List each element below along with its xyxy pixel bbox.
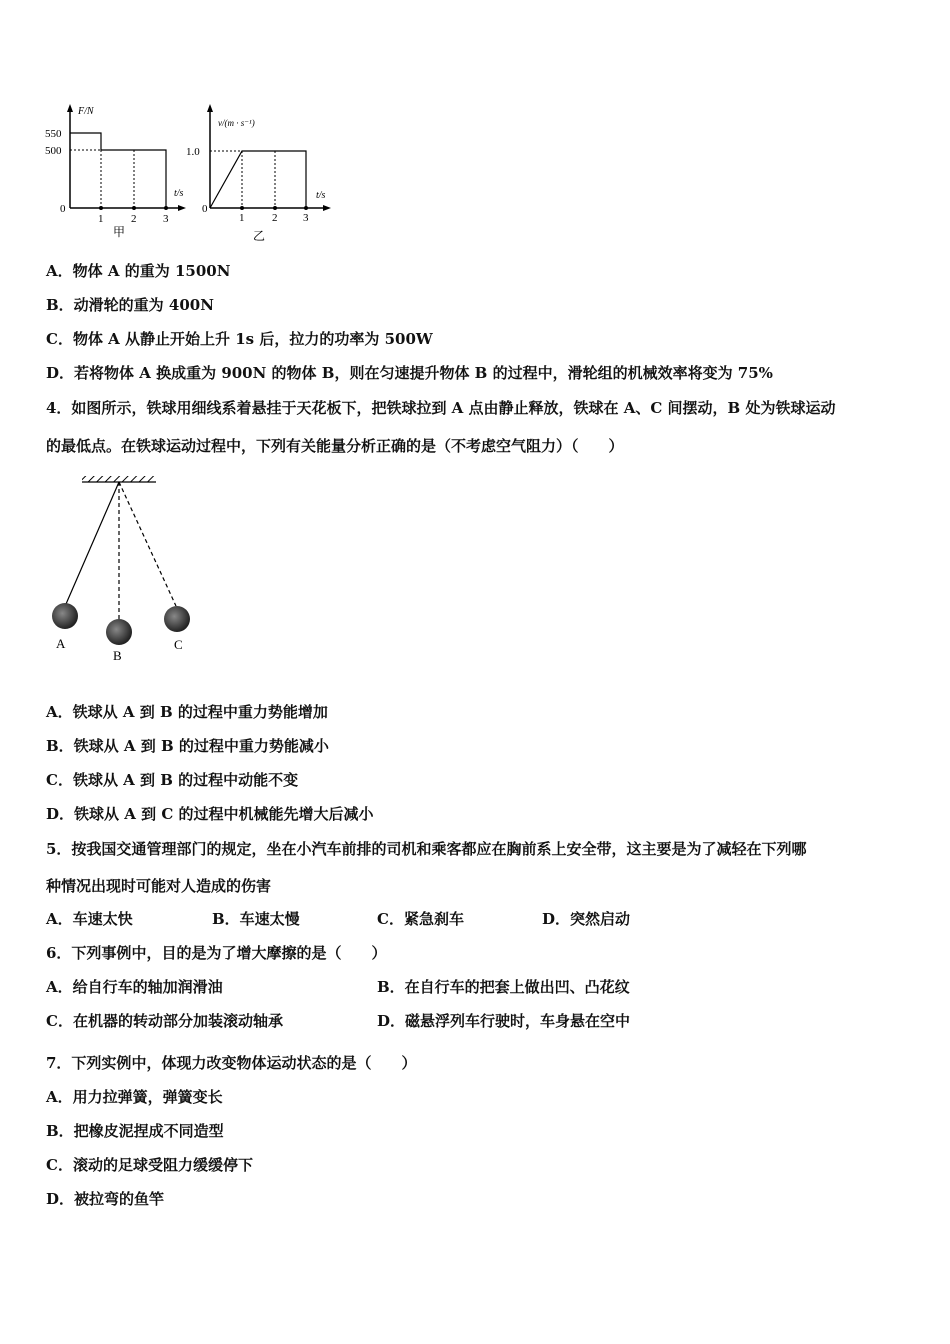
- q6-option-a: A．给自行车的轴加润滑油: [46, 978, 223, 996]
- q6-option-c: C．在机器的转动部分加装滚动轴承: [46, 1012, 283, 1030]
- ball-b: [106, 619, 132, 645]
- q5-option-a: A．车速太快: [46, 910, 133, 928]
- label-a: A: [56, 636, 66, 651]
- q6-option-b: B．在自行车的把套上做出凹、凸花纹: [377, 978, 630, 996]
- x-tick-3: 3: [163, 213, 169, 225]
- label-b: B: [113, 648, 122, 663]
- q4-stem-line2: 的最低点。在铁球运动过程中，下列有关能量分析正确的是（不考虑空气阻力）（ ）: [46, 437, 624, 455]
- q4-option-b: B．铁球从 A 到 B 的过程中重力势能减小: [46, 737, 329, 755]
- q7-option-d: D．被拉弯的鱼竿: [46, 1190, 165, 1208]
- graph-caption: 乙: [253, 229, 266, 243]
- q7-stem: 7．下列实例中，体现力改变物体运动状态的是（ ）: [46, 1054, 417, 1072]
- graph-caption: 甲: [113, 225, 126, 239]
- x-tick-3: 3: [303, 212, 309, 224]
- q6-stem: 6．下列事例中，目的是为了增大摩擦的是（ ）: [46, 944, 387, 962]
- q7-option-c: C．滚动的足球受阻力缓缓停下: [46, 1156, 253, 1174]
- y-axis-label: F/N: [78, 106, 94, 117]
- q5-option-c: C．紧急刹车: [377, 910, 464, 928]
- y-tick-550: 550: [45, 128, 62, 140]
- q3-option-d: D．若将物体 A 换成重为 900N 的物体 B，则在匀速提升物体 B 的过程中，滑轮组的机械效率将变为 75%: [46, 364, 773, 382]
- x-axis-label: t/s: [174, 188, 184, 199]
- x-tick-0: 0: [60, 203, 66, 215]
- q5-stem-line2: 种情况出现时可能对人造成的伤害: [46, 877, 272, 895]
- q7-option-b: B．把橡皮泥捏成不同造型: [46, 1122, 224, 1140]
- ball-a: [52, 603, 78, 629]
- q3-option-b: B．动滑轮的重为 400N: [46, 296, 214, 314]
- q5-option-b: B．车速太慢: [212, 910, 300, 928]
- x-axis-label: t/s: [316, 190, 326, 201]
- q5-option-d: D．突然启动: [542, 910, 631, 928]
- q4-option-a: A．铁球从 A 到 B 的过程中重力势能增加: [46, 703, 328, 721]
- x-tick-0: 0: [202, 203, 208, 215]
- q4-option-c: C．铁球从 A 到 B 的过程中动能不变: [46, 771, 299, 789]
- x-tick-1: 1: [239, 212, 245, 224]
- q5-stem-line1: 5．按我国交通管理部门的规定，坐在小汽车前排的司机和乘客都应在胸前系上安全带，这主要是为了减轻在下列哪: [46, 840, 807, 858]
- label-c: C: [174, 637, 183, 652]
- y-axis-label: v/(m · s⁻¹): [218, 118, 255, 128]
- x-tick-2: 2: [131, 213, 137, 225]
- q4-option-d: D．铁球从 A 到 C 的过程中机械能先增大后减小: [46, 805, 374, 823]
- q4-stem-line1: 4．如图所示，铁球用细线系着悬挂于天花板下，把铁球拉到 A 点由静止释放，铁球在 A、C 间摆动，B 处为铁球运动: [46, 399, 836, 417]
- pendulum-figure: [40, 470, 210, 670]
- x-tick-1: 1: [98, 213, 104, 225]
- x-tick-2: 2: [272, 212, 278, 224]
- q7-option-a: A．用力拉弹簧，弹簧变长: [46, 1088, 223, 1106]
- y-tick-500: 500: [45, 145, 62, 157]
- ball-c: [164, 606, 190, 632]
- ceiling: [82, 476, 156, 482]
- q3-option-a: A．物体 A 的重为 1500N: [46, 262, 231, 280]
- y-tick-1.0: 1.0: [186, 146, 200, 158]
- q6-option-d: D．磁悬浮列车行驶时，车身悬在空中: [377, 1012, 631, 1030]
- graph-yi: [180, 100, 340, 245]
- q3-option-c: C．物体 A 从静止开始上升 1s 后，拉力的功率为 500W: [46, 330, 433, 348]
- graph-jia: [40, 100, 190, 240]
